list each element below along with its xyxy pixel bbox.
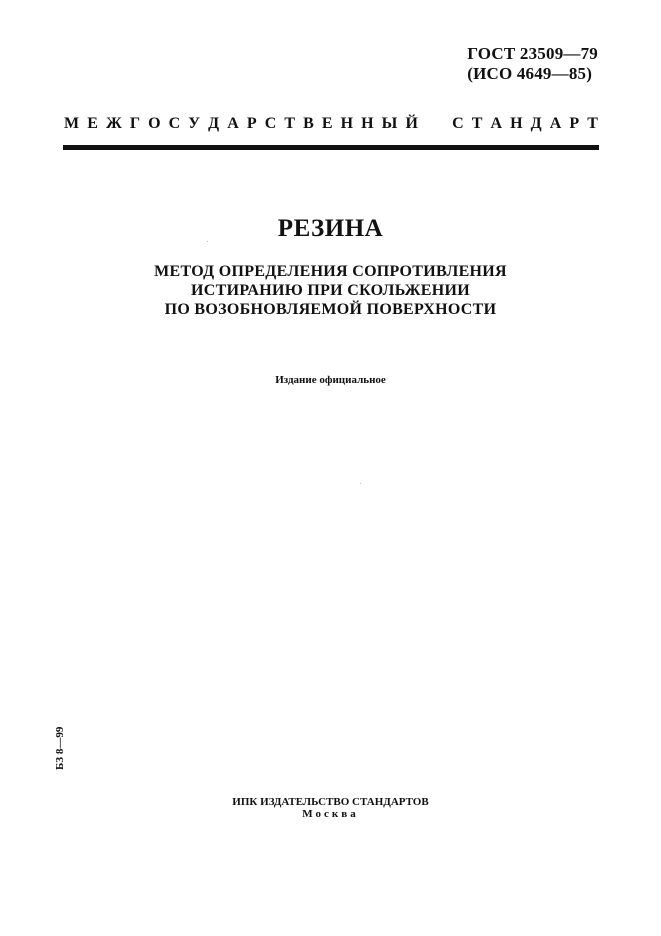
document-title: РЕЗИНА	[277, 215, 384, 242]
scan-speck	[360, 483, 361, 484]
subtitle-line-1: МЕТОД ОПРЕДЕЛЕНИЯ СОПРОТИВЛЕНИЯ	[154, 263, 507, 280]
interstate-letter: Ы	[381, 115, 398, 132]
publisher-city: Москва	[302, 808, 359, 820]
interstate-letter: В	[303, 115, 314, 132]
iso-number: (ИСО 4649—85)	[467, 64, 593, 83]
standard-number-block	[467, 44, 598, 84]
word-gap	[426, 114, 444, 134]
interstate-letter: Р	[246, 115, 257, 132]
interstate-letter: Т	[284, 115, 296, 132]
publisher-name: ИПК ИЗДАТЕЛЬСТВО СТАНДАРТОВ	[232, 796, 429, 808]
edition-note: Издание официальное	[275, 374, 386, 386]
interstate-letter: О	[148, 115, 161, 132]
heading-rule	[63, 145, 599, 150]
interstate-letter: Г	[129, 115, 141, 132]
scan-speck	[207, 241, 208, 242]
interstate-letter: С	[264, 115, 277, 132]
subtitle-line-2: ИСТИРАНИЮ ПРИ СКОЛЬЖЕНИИ	[191, 282, 470, 299]
document-subtitle	[0, 262, 661, 319]
interstate-letter: Н	[340, 115, 354, 132]
interstate-letter: Т	[471, 115, 483, 132]
interstate-letter: Ж	[105, 115, 122, 132]
interstate-letter: Н	[361, 115, 374, 132]
interstate-letter: Р	[569, 115, 580, 132]
interstate-letter: Й	[405, 115, 418, 132]
interstate-letter: Е	[321, 115, 333, 132]
interstate-letter: А	[549, 115, 562, 132]
interstate-standard-heading	[64, 114, 598, 134]
interstate-letter: С	[452, 115, 464, 132]
interstate-letter: Д	[208, 115, 220, 132]
interstate-letter: Е	[87, 115, 98, 132]
interstate-letter: А	[490, 115, 503, 132]
side-code: БЗ 8—99	[54, 726, 66, 770]
interstate-letter: С	[168, 115, 181, 132]
standard-number: ГОСТ 23509—79	[467, 44, 598, 63]
subtitle-line-3: ПО ВОЗОБНОВЛЯЕМОЙ ПОВЕРХНОСТИ	[164, 301, 497, 318]
interstate-letter: Н	[510, 115, 523, 132]
interstate-letter: У	[188, 115, 201, 132]
interstate-letter: Т	[587, 115, 598, 132]
interstate-letter: Д	[530, 115, 542, 132]
interstate-letter: А	[227, 115, 239, 132]
interstate-letter: М	[64, 115, 80, 132]
